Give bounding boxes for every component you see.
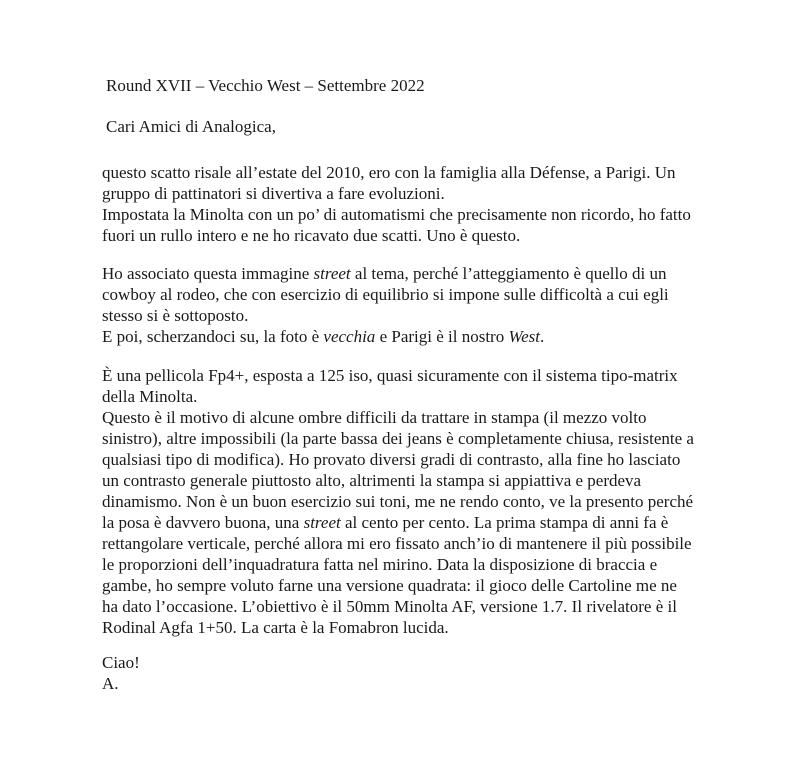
paragraph-line: gambe, ho sempre voluto farne una versione quadrata: il gioco delle Cartoline me ne	[102, 576, 677, 595]
paragraph-1	[102, 162, 691, 246]
closing-block	[102, 652, 140, 694]
paragraph-line: Rodinal Agfa 1+50. La carta è la Fomabron lucida.	[102, 618, 449, 637]
paragraph-line: un contrasto generale piuttosto alto, altrimenti la stampa si appiattiva e perdeva	[102, 471, 642, 490]
italic-run: West	[508, 327, 540, 346]
paragraph-line	[102, 326, 669, 347]
paragraph-line	[102, 512, 694, 533]
paragraph-3	[102, 365, 694, 638]
italic-run: street	[303, 513, 341, 532]
paragraph-line: fuori un rullo intero e ne ho ricavato due scatti. Uno è questo.	[102, 226, 521, 245]
text-run: e Parigi è il nostro	[375, 327, 509, 346]
text-run: Ho associato questa immagine	[102, 264, 314, 283]
paragraph-line	[102, 263, 669, 284]
paragraph-line: Impostata la Minolta con un po’ di automatismi che precisamente non ricordo, ho fatto	[102, 205, 691, 224]
letter-title: Round XVII – Vecchio West – Settembre 2022	[106, 76, 425, 95]
paragraph-line: rettangolare verticale, perché allora mi ero fissato anch’io di mantenere il più possibile	[102, 534, 692, 553]
paragraph-line: Questo è il motivo di alcune ombre difficili da trattare in stampa (il mezzo volto	[102, 408, 647, 427]
paragraph-line: sinistro), altre impossibili (la parte bassa dei jeans è completamente chiusa, resistente a	[102, 429, 694, 448]
text-run: .	[539, 327, 545, 346]
paragraph-line: stesso si è sottoposto.	[102, 306, 249, 325]
closing: Ciao!	[102, 653, 140, 672]
paragraph-line: cowboy al rodeo, che con esercizio di equilibrio si impone sulle difficoltà a cui egli	[102, 285, 669, 304]
signature: A.	[102, 674, 119, 693]
paragraph-line: È una pellicola Fp4+, esposta a 125 iso, quasi sicuramente con il sistema tipo-matrix	[102, 366, 678, 385]
paragraph-2	[102, 263, 669, 347]
paragraph-line: le proporzioni dell’inquadratura fatta nel mirino. Data la disposizione di braccia e	[102, 555, 658, 574]
greeting: Cari Amici di Analogica,	[106, 117, 276, 136]
paragraph-line: qualsiasi tipo di modifica). Ho provato diversi gradi di contrasto, alla fine ho lasciato	[102, 450, 681, 469]
italic-run: vecchia	[323, 327, 376, 346]
paragraph-line: ha dato l’occasione. L’obiettivo è il 50mm Minolta AF, versione 1.7. Il rivelatore è il	[102, 597, 677, 616]
text-run: E poi, scherzandoci su, la foto è	[102, 327, 324, 346]
text-run: al cento per cento. La prima stampa di anni fa è	[340, 513, 669, 532]
text-run: al tema, perché l’atteggiamento è quello di un	[350, 264, 667, 283]
italic-run: street	[313, 264, 351, 283]
paragraph-line: della Minolta.	[102, 387, 198, 406]
text-run: la posa è davvero buona, una	[102, 513, 304, 532]
paragraph-line: gruppo di pattinatori si divertiva a fare evoluzioni.	[102, 184, 445, 203]
paragraph-line: questo scatto risale all’estate del 2010, ero con la famiglia alla Défense, a Parigi. Un	[102, 163, 676, 182]
paragraph-line: dinamismo. Non è un buon esercizio sui toni, me ne rendo conto, ve la presento perché	[102, 492, 694, 511]
